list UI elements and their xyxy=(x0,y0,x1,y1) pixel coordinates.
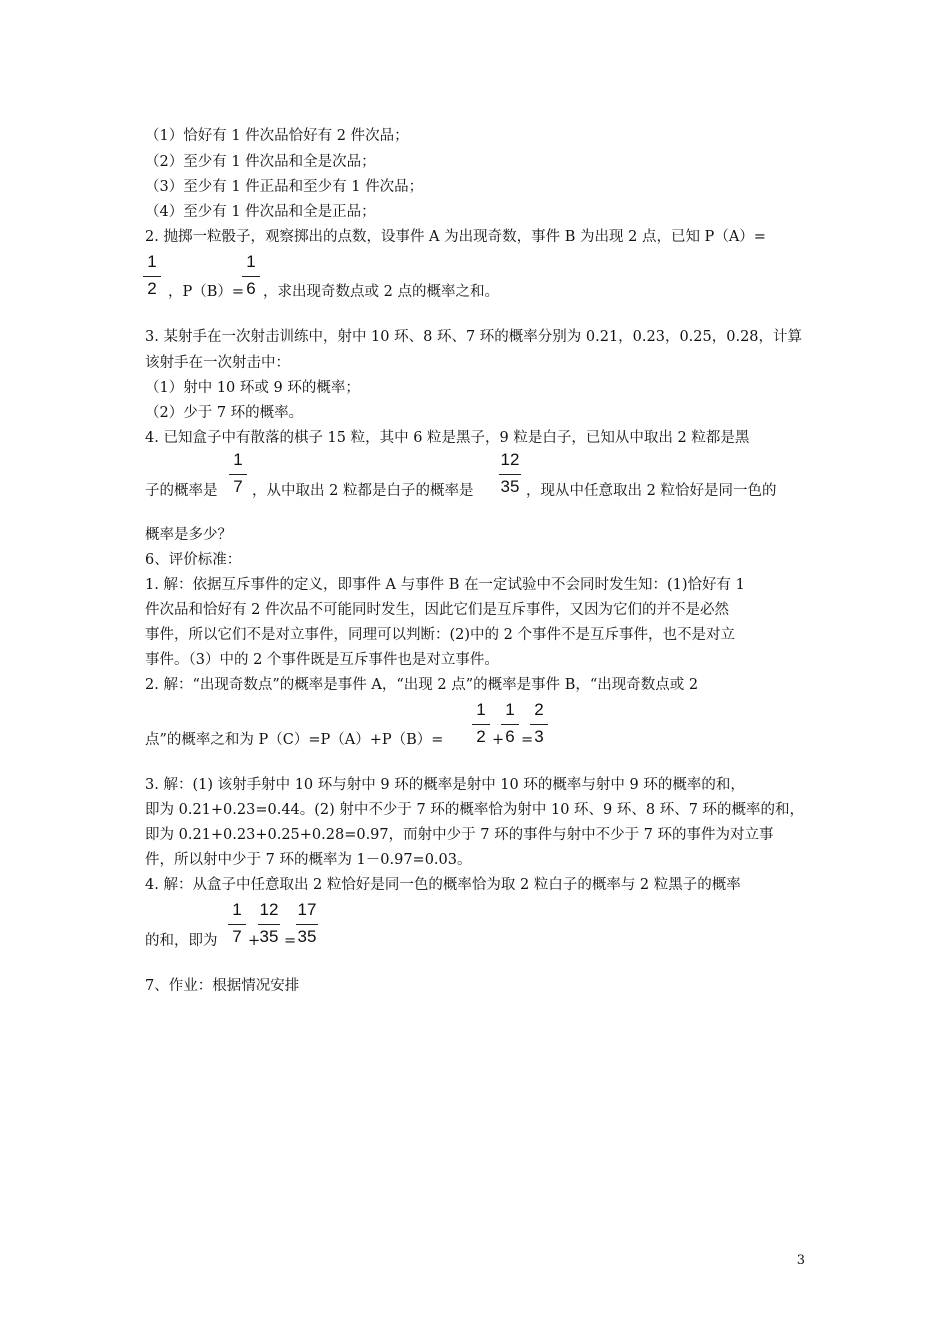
text-line: 4. 已知盒子中有散落的棋子 15 粒，其中 6 粒是黑子，9 粒是白子，已知从中取出 2 粒都是黑 xyxy=(145,430,750,446)
denominator: 6 xyxy=(505,727,515,746)
text-line: 件，所以射中少于 7 环的概率为 1－0.97=0.03。 xyxy=(145,852,472,868)
plus-sign: + xyxy=(248,933,261,949)
text-line: 的和，即为 xyxy=(145,933,218,949)
fraction-bar xyxy=(472,724,490,725)
denominator: 2 xyxy=(147,279,157,298)
text-line: 即为 0.21+0.23=0.44。(2) 射中不少于 7 环的概率恰为射中 10 环、9 环、8 环、7 环的概率的和， xyxy=(145,802,805,818)
denominator: 7 xyxy=(233,477,243,496)
fraction-bar xyxy=(499,474,521,475)
plus-sign: + xyxy=(492,732,505,748)
text-line: 3. 某射手在一次射击训练中，射中 10 环、8 环、7 环的概率分别为 0.21，0.23，0.25，0.28，计算 xyxy=(145,329,803,345)
text-line: （1）射中 10 环或 9 环的概率； xyxy=(145,380,360,396)
text-line: ，P（B）= xyxy=(168,284,245,300)
fraction-bar xyxy=(296,924,318,925)
denominator: 7 xyxy=(232,927,242,946)
numerator: 1 xyxy=(147,252,157,271)
text-line: 事件，所以它们不是对立事件，同理可以判断：(2)中的 2 个事件不是互斥事件，也不是对立 xyxy=(145,627,735,643)
denominator: 35 xyxy=(500,477,520,496)
numerator: 2 xyxy=(534,700,544,719)
denominator: 3 xyxy=(534,727,544,746)
numerator: 12 xyxy=(259,900,279,919)
text-line: （3）至少有 1 件正品和至少有 1 件次品； xyxy=(145,179,424,195)
section-heading: 6、评价标准： xyxy=(145,552,242,568)
page-number: 3 xyxy=(796,1253,805,1268)
numerator: 12 xyxy=(500,450,520,469)
text-line: 1. 解：依据互斥事件的定义，即事件 A 与事件 B 在一定试验中不会同时发生知：(1)恰好有 1 xyxy=(145,577,745,593)
text-line: 即为 0.21+0.23+0.25+0.28=0.97，而射中少于 7 环的事件与射中不少于 7 环的事件为对立事 xyxy=(145,827,774,843)
fraction-bar xyxy=(501,724,519,725)
text-line: 2. 抛掷一粒骰子，观察掷出的点数，设事件 A 为出现奇数，事件 B 为出现 2 点，已知 P（A）= xyxy=(145,229,766,245)
numerator: 1 xyxy=(505,700,515,719)
text-line: 子的概率是 xyxy=(145,483,218,499)
text-line: ，求出现奇数点或 2 点的概率之和。 xyxy=(263,284,499,300)
text-line: 2. 解：“出现奇数点”的概率是事件 A，“出现 2 点”的概率是事件 B，“出现奇数点或 2 xyxy=(145,677,699,693)
fraction-bar xyxy=(228,924,246,925)
text-line: 概率是多少？ xyxy=(145,527,232,543)
text-line: （2）少于 7 环的概率。 xyxy=(145,405,304,421)
text-line: （2）至少有 1 件次品和全是次品； xyxy=(145,154,376,170)
fraction-bar xyxy=(530,724,548,725)
text-line: 4. 解：从盒子中任意取出 2 粒恰好是同一色的概率恰为取 2 粒白子的概率与 2 粒黑子的概率 xyxy=(145,877,741,893)
text-line: 点”的概率之和为 P（C）=P（A）+P（B）= xyxy=(145,732,444,748)
denominator: 35 xyxy=(259,927,279,946)
numerator: 1 xyxy=(232,900,242,919)
text-line: ，现从中任意取出 2 粒恰好是同一色的 xyxy=(526,483,777,499)
numerator: 1 xyxy=(233,450,243,469)
section-heading: 7、作业：根据情况安排 xyxy=(145,978,300,994)
equals-sign: = xyxy=(284,933,297,949)
fraction-bar xyxy=(242,276,260,277)
text-line: 3. 解：(1) 该射手射中 10 环与射中 9 环的概率是射中 10 环的概率与射中 9 环的概率的和， xyxy=(145,777,745,793)
text-line: 件次品和恰好有 2 件次品不可能同时发生，因此它们是互斥事件，又因为它们的并不是必然 xyxy=(145,602,729,618)
denominator: 6 xyxy=(246,279,256,298)
text-line: （1）恰好有 1 件次品恰好有 2 件次品； xyxy=(145,128,409,144)
equals-sign: = xyxy=(521,732,534,748)
text-line: 事件。（3）中的 2 个事件既是互斥事件也是对立事件。 xyxy=(145,652,499,668)
text-line: （4）至少有 1 件次品和全是正品； xyxy=(145,204,376,220)
denominator: 2 xyxy=(476,727,486,746)
text-line: ，从中取出 2 粒都是白子的概率是 xyxy=(252,483,474,499)
fraction-bar xyxy=(258,924,280,925)
numerator: 17 xyxy=(297,900,317,919)
fraction-bar xyxy=(229,474,247,475)
fraction-bar xyxy=(143,276,161,277)
text-line: 该射手在一次射击中： xyxy=(145,355,290,371)
numerator: 1 xyxy=(476,700,486,719)
numerator: 1 xyxy=(246,252,256,271)
denominator: 35 xyxy=(297,927,317,946)
